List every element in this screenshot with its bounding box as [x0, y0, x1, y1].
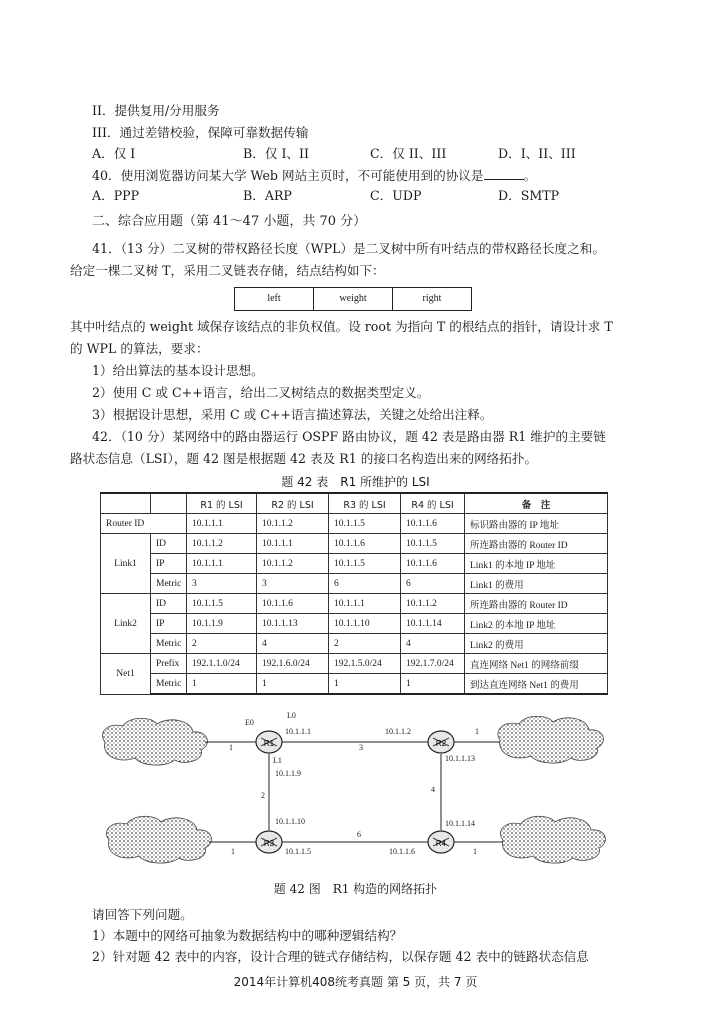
cell: 2: [187, 634, 257, 654]
cell: 10.1.1.5: [329, 554, 401, 574]
q41-line-1: 41．（13 分）二叉树的带权路径长度（WPL）是二叉树中所有叶结点的带权路径长度之和。: [92, 241, 605, 256]
cell-key: Metric: [151, 574, 187, 594]
router-label-r3: R3: [263, 839, 275, 848]
cell: 10.1.1.1: [257, 534, 329, 554]
table-row: [101, 654, 608, 674]
table-row: [101, 674, 608, 695]
cell: 10.1.1.2: [257, 514, 329, 534]
cell: 10.1.1.1: [329, 594, 401, 614]
cell: 1: [329, 674, 401, 695]
cell-note: 所连路由器的 Router ID: [465, 594, 608, 614]
q40-option-b: B．ARP: [243, 188, 292, 203]
metric-r1-r3: 2: [261, 791, 265, 800]
q41-req-3: 3）根据设计思想，采用 C 或 C++语言描述算法，关键之处给出注释。: [92, 407, 493, 422]
ip-r1-r2-b: 10.1.1.2: [385, 727, 411, 736]
table-row: [101, 614, 608, 634]
section-2-heading: 二、综合应用题（第 41～47 小题，共 70 分）: [92, 214, 367, 229]
q40-end: 。: [523, 168, 537, 183]
q39-option-a: A．仅 I: [92, 146, 136, 161]
cell: 10.1.1.6: [401, 514, 465, 534]
cloud-net-r1: [102, 718, 207, 765]
q40-option-d: D．SMTP: [498, 188, 560, 203]
q40-option-c: C．UDP: [370, 188, 422, 203]
cell: 3: [257, 574, 329, 594]
cell: 10.1.1.13: [257, 614, 329, 634]
q41-line-3: 其中叶结点的 weight 域保存该结点的非负权值。设 root 为指向 T 的根结点的指针，请设计求 T: [70, 319, 613, 334]
table-row: [101, 634, 608, 654]
metric-r2-r4: 4: [431, 785, 435, 794]
table-row: [101, 574, 608, 594]
cell-note: Link2 的本地 IP 地址: [465, 614, 608, 634]
cell: 10.1.1.1: [187, 554, 257, 574]
router-label-r1: R1: [263, 739, 275, 748]
item-iii: III．通过差错校验，保障可靠数据传输: [92, 125, 309, 140]
group-label-link2: Link2: [101, 594, 151, 654]
cell: 10.1.1.2: [257, 554, 329, 574]
cloud-net-r4: [500, 816, 605, 863]
cell-key: IP: [151, 554, 187, 574]
metric-r3-r4: 6: [357, 830, 361, 839]
table-header-row: [101, 493, 608, 514]
cell: 192.1.6.0/24: [257, 654, 329, 674]
cell: 10.1.1.2: [401, 594, 465, 614]
header-blank-2: [151, 493, 187, 514]
label-l1: L1: [273, 756, 282, 765]
metric-net-r2: 1: [475, 727, 479, 736]
cell-key: ID: [151, 534, 187, 554]
cell: 10.1.1.6: [401, 554, 465, 574]
cell: 10.1.1.1: [187, 514, 257, 534]
cloud-net-r3: [106, 816, 211, 863]
ip-r1-r3-a: 10.1.1.9: [275, 769, 301, 778]
q40-stem: [92, 167, 536, 184]
cell: 6: [329, 574, 401, 594]
cell-key: Prefix: [151, 654, 187, 674]
cell: 10.1.1.6: [329, 534, 401, 554]
q41-line-4: 的 WPL 的算法，要求：: [70, 341, 209, 356]
node-field-weight: weight: [314, 288, 393, 310]
cell: 192.1.1.0/24: [187, 654, 257, 674]
cell-note: 所连路由器的 Router ID: [465, 534, 608, 554]
cell-note: Link1 的本地 IP 地址: [465, 554, 608, 574]
node-field-right: right: [422, 293, 442, 304]
network-topology-figure: [95, 704, 615, 874]
router-r1: [256, 731, 282, 753]
cell-note: Link1 的费用: [465, 574, 608, 594]
cell: 4: [401, 634, 465, 654]
ip-r2-r4-b: 10.1.1.14: [445, 819, 475, 828]
cell: 2: [329, 634, 401, 654]
cell: 1: [257, 674, 329, 695]
cell-note: Link2 的费用: [465, 634, 608, 654]
cell: 10.1.1.6: [257, 594, 329, 614]
label-e0: E0: [245, 718, 254, 727]
q39-option-c: C．仅 II、III: [370, 146, 447, 161]
cell: 1: [401, 674, 465, 695]
header-r3: R3 的 LSI: [329, 493, 401, 514]
cell: 1: [187, 674, 257, 695]
router-r4: [428, 831, 454, 853]
figure-caption: 题 42 图 R1 构造的网络拓扑: [273, 882, 438, 896]
cell: 10.1.1.5: [187, 594, 257, 614]
cell-key: IP: [151, 614, 187, 634]
lsi-table: [100, 492, 608, 695]
ip-r3-r4-a: 10.1.1.5: [285, 847, 311, 856]
cell: 10.1.1.5: [401, 534, 465, 554]
cell-key: Metric: [151, 634, 187, 654]
metric-net-r1: 1: [229, 743, 233, 752]
q41-line-2: 给定一棵二叉树 T，采用二叉链表存储，结点结构如下：: [70, 263, 385, 278]
page-footer: 2014年计算机408统考真题 第 5 页，共 7 页: [233, 975, 478, 989]
cell-note: 标识路由器的 IP 地址: [465, 514, 608, 534]
metric-net-r3: 1: [231, 847, 235, 856]
cell: 3: [187, 574, 257, 594]
metric-r1-r2: 3: [359, 743, 363, 752]
cloud-net-r2: [498, 716, 603, 763]
q42-line-1: 42．（10 分）某网络中的路由器运行 OSPF 路由协议，题 42 表是路由器 R1 维护的主要链: [92, 429, 606, 444]
q39-option-d: D．I、II、III: [498, 146, 576, 161]
router-r2: [428, 731, 454, 753]
cell-note: 直连网络 Net1 的网络前缀: [465, 654, 608, 674]
cell: 4: [257, 634, 329, 654]
label-l0: L0: [287, 711, 296, 720]
ip-r2-r4-a: 10.1.1.13: [445, 754, 475, 763]
node-structure: [234, 287, 472, 311]
table-caption: 题 42 表 R1 所维护的 LSI: [281, 475, 430, 489]
q40-text: 40．使用浏览器访问某大学 Web 网站主页时，不可能使用到的协议是: [92, 168, 484, 183]
router-label-r2: R2: [435, 739, 447, 748]
answer-q2: 2）针对题 42 表中的内容，设计合理的链式存储结构，以保存题 42 表中的链路状态信息: [92, 949, 589, 964]
ask-line: 请回答下列问题。: [92, 907, 193, 922]
cell: 10.1.1.9: [187, 614, 257, 634]
ip-r1-r2-a: 10.1.1.1: [285, 727, 311, 736]
header-r4: R4 的 LSI: [401, 493, 465, 514]
header-r1: R1 的 LSI: [187, 493, 257, 514]
cell: 10.1.1.14: [401, 614, 465, 634]
cell: 10.1.1.10: [329, 614, 401, 634]
ip-r3-r4-b: 10.1.1.6: [389, 847, 415, 856]
header-r2: R2 的 LSI: [257, 493, 329, 514]
cell-key: ID: [151, 594, 187, 614]
cell: 192.1.7.0/24: [401, 654, 465, 674]
cell-note: 到达直连网络 Net1 的费用: [465, 674, 608, 695]
q40-option-a: A．PPP: [92, 188, 140, 203]
header-blank-1: [101, 493, 151, 514]
router-r3: [256, 831, 282, 853]
metric-net-r4: 1: [473, 847, 477, 856]
cell: 10.1.1.5: [329, 514, 401, 534]
cell: 10.1.1.2: [187, 534, 257, 554]
q42-line-2: 路状态信息（LSI），题 42 图是根据题 42 表及 R1 的接口名构造出来的网络拓扑。: [70, 451, 538, 466]
q41-req-1: 1）给出算法的基本设计思想。: [92, 363, 264, 378]
q41-req-2: 2）使用 C 或 C++语言，给出二叉树结点的数据类型定义。: [92, 385, 430, 400]
table-row: [101, 554, 608, 574]
cell-key: Metric: [151, 674, 187, 695]
table-row: [101, 534, 608, 554]
cell: 192.1.5.0/24: [329, 654, 401, 674]
row-label-router-id: Router ID: [101, 514, 187, 534]
q40-blank: [484, 167, 524, 180]
table-row: [101, 594, 608, 614]
group-label-net1: Net1: [101, 654, 151, 695]
cell: 6: [401, 574, 465, 594]
table-row: [101, 514, 608, 534]
router-label-r4: R4: [435, 839, 447, 848]
q39-option-b: B．仅 I、II: [243, 146, 309, 161]
header-note: 备 注: [465, 493, 608, 514]
answer-q1: 1）本题中的网络可抽象为数据结构中的哪种逻辑结构？: [92, 928, 403, 943]
item-ii: II．提供复用/分用服务: [92, 103, 220, 118]
ip-r1-r3-b: 10.1.1.10: [275, 817, 305, 826]
group-label-link1: Link1: [101, 534, 151, 594]
node-field-left: left: [235, 288, 314, 310]
